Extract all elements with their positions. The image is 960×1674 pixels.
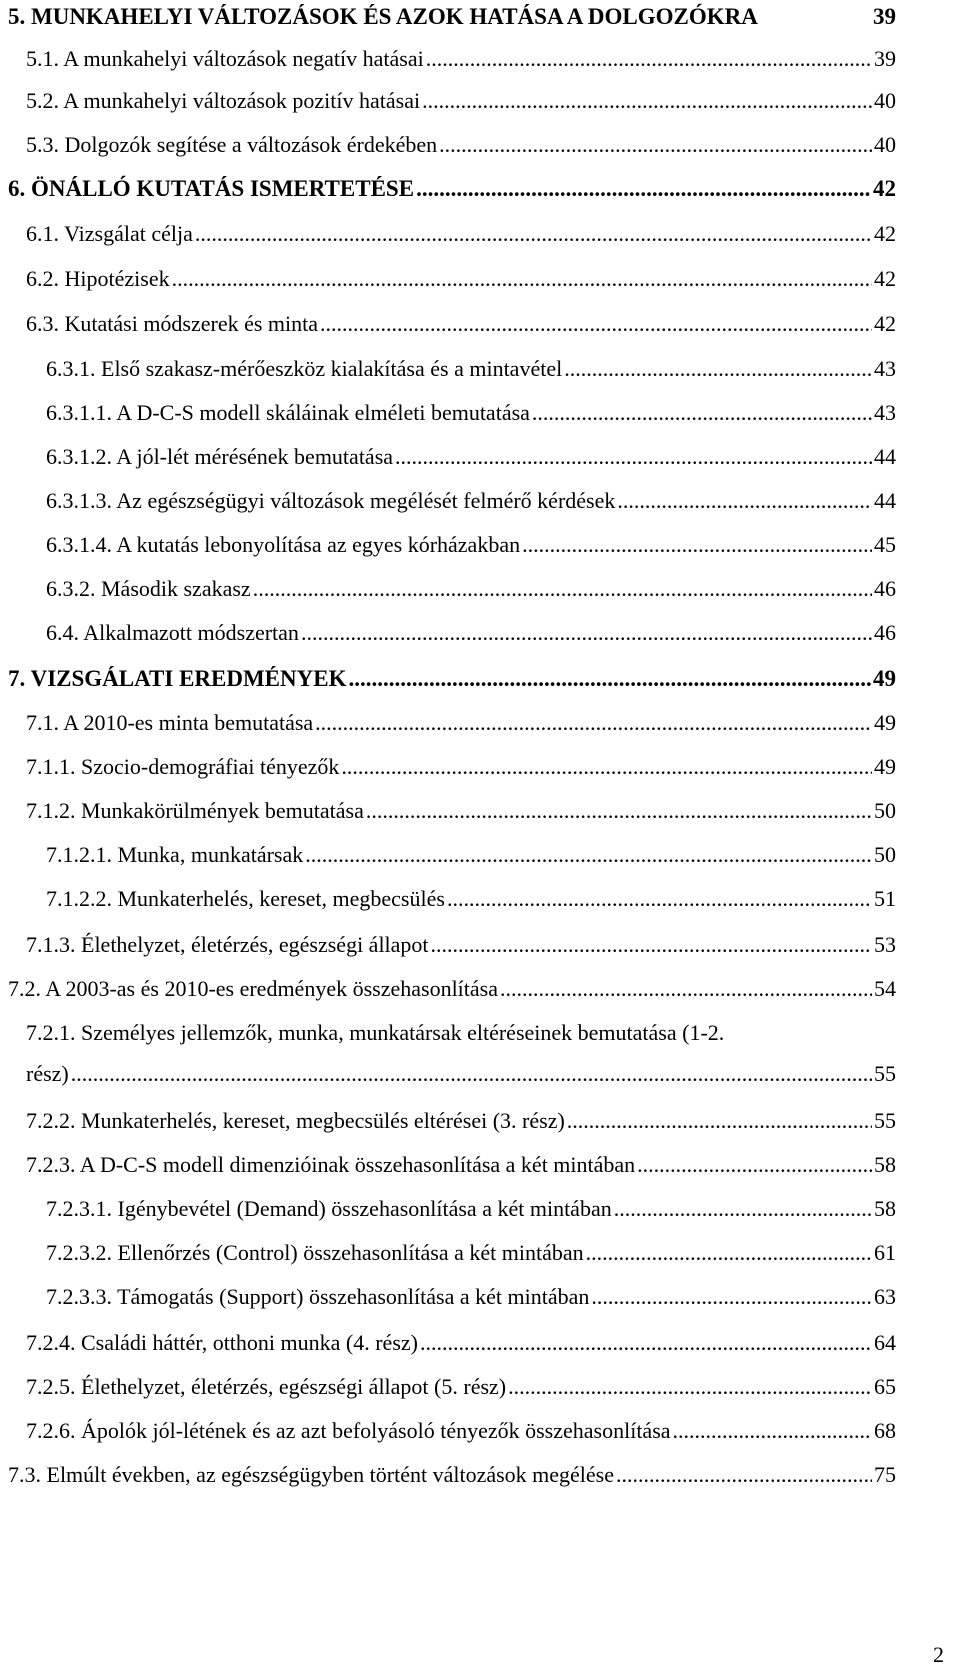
toc-entry: [46, 620, 896, 646]
toc-entry: [26, 798, 896, 824]
dot-leader: [195, 221, 872, 247]
dot-leader: [447, 886, 872, 912]
toc-entry-page: 55: [874, 1108, 896, 1133]
toc-entry: [26, 1061, 896, 1087]
toc-entry-page: 68: [874, 1418, 896, 1443]
dot-leader: [614, 1196, 872, 1222]
toc-entry: [26, 1108, 896, 1134]
toc-entry-label: 7.2.3. A D-C-S modell dimenzióinak összehasonlítása a két mintában: [26, 1152, 636, 1177]
toc-entry: [8, 4, 896, 30]
toc-entry: [26, 754, 896, 780]
toc-entry: [8, 176, 896, 202]
toc-entry-page: 53: [874, 932, 896, 957]
toc-entry-label: 7.2.3.2. Ellenőrzés (Control) összehasonlítása a két mintában: [46, 1240, 584, 1265]
toc-entry: [26, 932, 896, 958]
toc-entry-page: 39: [874, 46, 896, 71]
dot-leader: [315, 710, 872, 736]
toc-entry-label: 7.1.2.2. Munkaterhelés, kereset, megbecsülés: [46, 886, 445, 911]
toc-entry: [8, 976, 896, 1002]
toc-entry: [46, 1284, 896, 1310]
dot-leader: [564, 356, 872, 382]
dot-leader: [320, 311, 872, 337]
toc-entry-page: 58: [874, 1152, 896, 1177]
toc-entry-label: 7. VIZSGÁLATI EREDMÉNYEK: [8, 666, 347, 691]
toc-entry: [46, 444, 896, 470]
dot-leader: [591, 1284, 872, 1310]
toc-entry-page: 63: [874, 1284, 896, 1309]
toc-entry-page: 49: [873, 666, 896, 691]
dot-leader: [420, 1330, 872, 1356]
toc-entry-label: 5. MUNKAHELYI VÁLTOZÁSOK ÉS AZOK HATÁSA A DOLGOZÓKRA: [8, 4, 758, 29]
toc-entry: [26, 1152, 896, 1178]
toc-entry: [26, 88, 896, 114]
toc-entry-page: 49: [874, 710, 896, 735]
dot-leader: [422, 88, 872, 114]
toc-entry-label: 7.1.2. Munkakörülmények bemutatása: [26, 798, 364, 823]
toc-entry-label: 7.2.1. Személyes jellemzők, munka, munkatársak eltéréseinek bemutatása (1-2.: [26, 1020, 725, 1045]
toc-entry-label: 6.3.1.1. A D-C-S modell skáláinak elméleti bemutatása: [46, 400, 530, 425]
toc-entry-label: 7.2. A 2003-as és 2010-es eredmények összehasonlítása: [8, 976, 498, 1001]
toc-entry-page: 50: [874, 842, 896, 867]
toc-entry-page: 61: [874, 1240, 896, 1265]
dot-leader: [431, 932, 872, 958]
toc-entry-label: 7.1. A 2010-es minta bemutatása: [26, 710, 314, 735]
toc-entry: [26, 266, 896, 292]
toc-entry-label: 7.1.2.1. Munka, munkatársak: [46, 842, 304, 867]
dot-leader: [522, 532, 872, 558]
toc-entry-page: 42: [873, 176, 896, 201]
dot-leader: [172, 266, 872, 292]
toc-entry: [46, 356, 896, 382]
toc-entry: [26, 1374, 896, 1400]
toc-entry: [46, 576, 896, 602]
toc-entry-page: 51: [874, 886, 896, 911]
toc-entry-label: 5.3. Dolgozók segítése a változások érdekében: [26, 132, 438, 157]
toc-entry-label: 6.2. Hipotézisek: [26, 266, 170, 291]
toc-entry-page: 75: [874, 1462, 896, 1487]
toc-entry-page: 40: [874, 132, 896, 157]
toc-entry-page: 55: [874, 1061, 896, 1086]
dot-leader: [616, 1462, 872, 1488]
toc-entry: [46, 886, 896, 912]
toc-entry-page: 46: [874, 620, 896, 645]
dot-leader: [637, 1152, 872, 1178]
toc-entry-label: 7.3. Elmúlt években, az egészségügyben történt változások megélése: [8, 1462, 615, 1487]
toc-entry-page: 46: [874, 576, 896, 601]
toc-entry-page: 54: [874, 976, 896, 1001]
toc-entry: [46, 842, 896, 868]
toc-entry: [26, 311, 896, 337]
toc-entry-label: 7.2.3.1. Igénybevétel (Demand) összehasonlítása a két mintában: [46, 1196, 612, 1221]
dot-leader: [341, 754, 872, 780]
dot-leader: [439, 132, 872, 158]
toc-entry-page: 45: [874, 532, 896, 557]
toc-entry-label: 6.3.1.4. A kutatás lebonyolítása az egyes kórházakban: [46, 532, 521, 557]
toc-entry-page: 44: [874, 488, 896, 513]
toc-entry: [46, 532, 896, 558]
toc-entry: [46, 400, 896, 426]
dot-leader: [305, 842, 872, 868]
dot-leader: [416, 176, 871, 202]
toc-entry-label: 7.2.3.3. Támogatás (Support) összehasonlítása a két mintában: [46, 1284, 590, 1309]
toc-entry-label: 7.1.3. Élethelyzet, életérzés, egészségi állapot: [26, 932, 429, 957]
toc-entry-label: 5.1. A munkahelyi változások negatív hatásai: [26, 46, 424, 71]
dot-leader: [532, 400, 872, 426]
toc-entry-label: 6.3. Kutatási módszerek és minta: [26, 311, 319, 336]
toc-entry-label: 6.3.1.2. A jól-lét mérésének bemutatása: [46, 444, 394, 469]
toc-entry-page: 65: [874, 1374, 896, 1399]
toc-entry-page: 39: [873, 4, 896, 29]
toc-entry: [26, 46, 896, 72]
toc-entry-label: 6.3.1.3. Az egészségügyi változások megélését felmérő kérdések: [46, 488, 616, 513]
toc-entry-page: 44: [874, 444, 896, 469]
toc-entry-label: 7.1.1. Szocio-demográfiai tényezők: [26, 754, 340, 779]
toc-entry-page: 58: [874, 1196, 896, 1221]
toc-entry: [26, 132, 896, 158]
toc-entry: [26, 1330, 896, 1356]
dot-leader: [366, 798, 872, 824]
toc-entry: [26, 221, 896, 247]
toc-entry-label: 7.2.2. Munkaterhelés, kereset, megbecsülés eltérései (3. rész): [26, 1108, 565, 1133]
toc-entry-page: 42: [874, 266, 896, 291]
toc-entry-label: 6.3.1. Első szakasz-mérőeszköz kialakítása és a mintavétel: [46, 356, 563, 381]
dot-leader: [301, 620, 872, 646]
toc-entry: [46, 1240, 896, 1266]
toc-entry: [26, 1418, 896, 1444]
dot-leader: [71, 1061, 872, 1087]
toc-entry-page: 49: [874, 754, 896, 779]
toc-entry: [46, 1196, 896, 1222]
dot-leader: [567, 1108, 872, 1134]
dot-leader: [253, 576, 872, 602]
toc-entry-label: 6.1. Vizsgálat célja: [26, 221, 193, 246]
toc-entry-label: 7.2.5. Élethelyzet, életérzés, egészségi állapot (5. rész): [26, 1374, 507, 1399]
toc-entry-label: 7.2.6. Ápolók jól-létének és az azt befolyásoló tényezők összehasonlítása: [26, 1418, 671, 1443]
toc-entry-page: 42: [874, 311, 896, 336]
toc-entry-label: 7.2.4. Családi háttér, otthoni munka (4. rész): [26, 1330, 418, 1355]
toc-entry-label: 6.4. Alkalmazott módszertan: [46, 620, 299, 645]
dot-leader: [617, 488, 872, 514]
toc-entry-page: 43: [874, 400, 896, 425]
toc-entry: [8, 1462, 896, 1488]
page-number: 2: [933, 1642, 944, 1667]
toc-entry-page: 42: [874, 221, 896, 246]
toc-entry: [46, 488, 896, 514]
dot-leader: [500, 976, 872, 1002]
dot-leader: [395, 444, 872, 470]
toc-entry: [26, 1020, 896, 1046]
toc-entry-label: rész): [26, 1061, 69, 1086]
toc-entry-page: 43: [874, 356, 896, 381]
toc-entry: [26, 710, 896, 736]
dot-leader: [673, 1418, 872, 1444]
toc-entry: [8, 666, 896, 692]
dot-leader: [508, 1374, 872, 1400]
toc-entry-label: 6. ÖNÁLLÓ KUTATÁS ISMERTETÉSE: [8, 176, 415, 201]
toc-entry-page: 64: [874, 1330, 896, 1355]
toc-entry-label: 6.3.2. Második szakasz: [46, 576, 251, 601]
dot-leader: [348, 666, 871, 692]
dot-leader: [426, 46, 872, 72]
toc-entry-page: 40: [874, 88, 896, 113]
toc-entry-label: 5.2. A munkahelyi változások pozitív hatásai: [26, 88, 421, 113]
toc-entry-page: 50: [874, 798, 896, 823]
dot-leader: [586, 1240, 872, 1266]
